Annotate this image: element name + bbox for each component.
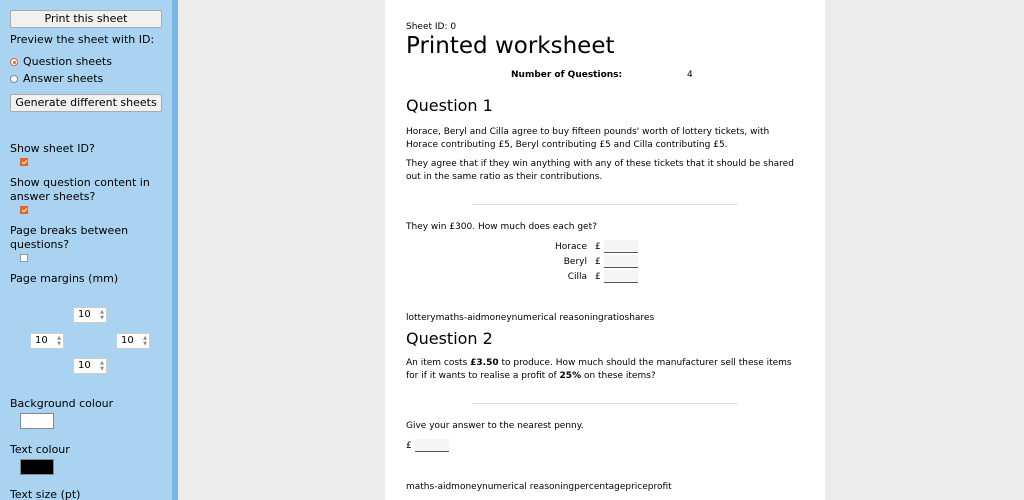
question-1-text-2: They agree that if they win anything with any of these tickets that it should be shared out in the same ratio as their contributions. — [406, 159, 794, 182]
bg-colour-picker[interactable] — [20, 413, 54, 429]
show-id-label: Show sheet ID? — [10, 142, 95, 155]
question-count-label: Number of Questions: — [511, 70, 623, 80]
answer-row: Cilla £ — [406, 270, 804, 285]
question-2-tags: maths-aidmoneynumerical reasoningpercentagepriceprofit — [406, 482, 672, 492]
question-2-heading: Question 2 — [406, 329, 493, 348]
radio-selected-icon[interactable] — [10, 58, 18, 66]
page-title: Printed worksheet — [406, 33, 615, 59]
question-1-tags: lotterymaths-aidmoneynumerical reasoningratioshares — [406, 313, 655, 323]
answer-input[interactable] — [604, 240, 638, 253]
sidebar-resize-handle[interactable] — [172, 0, 178, 500]
options-sidebar — [0, 0, 172, 500]
answer-input[interactable] — [604, 255, 638, 268]
answer-row: Horace £ — [406, 240, 804, 255]
margin-left-input[interactable]: 10 ▲ ▼ — [30, 333, 64, 349]
margin-bottom-input[interactable]: 10 ▲ ▼ — [73, 358, 107, 374]
answer-input[interactable] — [604, 270, 638, 283]
text-size-label: Text size (pt) — [10, 488, 81, 500]
show-id-checkbox[interactable] — [20, 158, 28, 166]
question-count-value: 4 — [687, 70, 693, 80]
question-2-prompt: Give your answer to the nearest penny. — [406, 421, 584, 431]
spinner-arrows-icon[interactable]: ▲ ▼ — [100, 309, 104, 321]
bg-colour-label: Background colour — [10, 397, 114, 410]
page-breaks-label: Page breaks between questions? — [10, 224, 129, 251]
text-colour-label: Text colour — [10, 443, 70, 456]
show-content-label: Show question content in answer sheets? — [10, 176, 150, 203]
divider — [472, 204, 738, 205]
question-2-text: An item costs £3.50 to produce. How much should the manufacturer sell these items for if it wants to realise a profit of 25% on these items? — [406, 358, 792, 381]
radio-unselected-icon[interactable] — [10, 75, 18, 83]
radio-answer-sheets[interactable] — [10, 72, 162, 86]
margin-top-input[interactable]: 10 ▲ ▼ — [73, 307, 107, 323]
question-count-row — [406, 70, 804, 80]
answer-row: Beryl £ — [406, 255, 804, 270]
page-breaks-checkbox[interactable] — [20, 254, 28, 262]
margins-label: Page margins (mm) — [10, 272, 119, 285]
spinner-arrows-icon[interactable]: ▲ ▼ — [143, 335, 147, 347]
answer-input[interactable] — [415, 439, 449, 452]
radio-answer-label: Answer sheets — [23, 72, 104, 85]
radio-question-sheets[interactable] — [10, 55, 162, 69]
answer-row: £ — [406, 439, 804, 454]
worksheet-page — [385, 0, 825, 500]
question-1-heading: Question 1 — [406, 96, 493, 115]
radio-question-label: Question sheets — [23, 55, 112, 68]
question-1-text: Horace, Beryl and Cilla agree to buy fifteen pounds' worth of lottery tickets, with Horace contributing £5, Beryl contributing £5 and Cilla contributing £5. — [406, 127, 770, 150]
generate-button[interactable]: Generate different sheets — [10, 94, 162, 112]
print-button[interactable]: Print this sheet — [10, 10, 162, 28]
spinner-arrows-icon[interactable]: ▲ ▼ — [57, 335, 61, 347]
show-content-checkbox[interactable] — [20, 206, 28, 214]
spinner-arrows-icon[interactable]: ▲ ▼ — [100, 360, 104, 372]
preview-label: Preview the sheet with ID: — [10, 33, 155, 46]
divider — [472, 403, 738, 404]
text-colour-picker[interactable] — [20, 459, 54, 475]
question-1-prompt: They win £300. How much does each get? — [406, 222, 597, 232]
sheet-id: Sheet ID: 0 — [406, 22, 457, 32]
margin-right-input[interactable]: 10 ▲ ▼ — [116, 333, 150, 349]
